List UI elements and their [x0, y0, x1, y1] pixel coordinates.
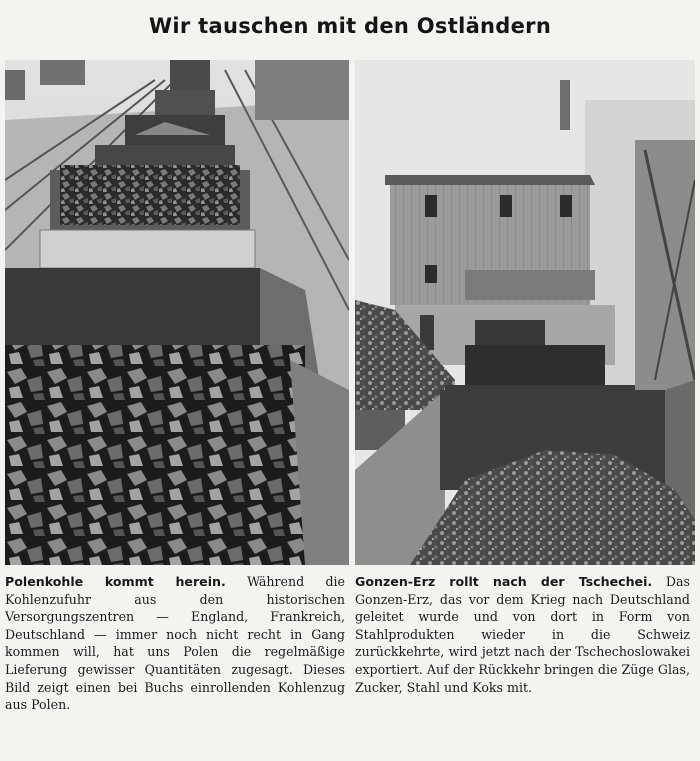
- page-headline: Wir tauschen mit den Ostländern: [148, 14, 552, 38]
- coal-train-photo: [5, 60, 349, 565]
- right-caption-body: Das Gonzen-Erz, das vor dem Krieg nach Deutschland geleitet wurde und von dort in Form von Stahlprodukten wieder in die Schweiz zurückkehrte, wird jetzt nach der Tschechoslowakei exportiert. Auf der Rückkehr bringen die Züge Glas, Zucker, Stahl und Koks mit.: [355, 574, 690, 695]
- ore-loading-photo: [355, 60, 695, 565]
- right-caption-lead: Gonzen-Erz rollt nach der Tschechei.: [355, 574, 653, 589]
- right-photo-caption: [355, 573, 690, 696]
- left-photo-caption: [5, 573, 345, 714]
- left-caption-body: Während die Kohlenzufuhr aus den historischen Versorgungszentren — England, Frankreich, Deutschland — immer noch nicht recht in Gang kommen will, hat uns Polen die regelmäßige Lieferung gewisser Quantitäten zugesagt. Dieses Bild zeigt einen bei Buchs einrollenden Kohlenzug aus Polen.: [5, 574, 345, 713]
- left-caption-lead: Polenkohle kommt herein.: [5, 574, 226, 589]
